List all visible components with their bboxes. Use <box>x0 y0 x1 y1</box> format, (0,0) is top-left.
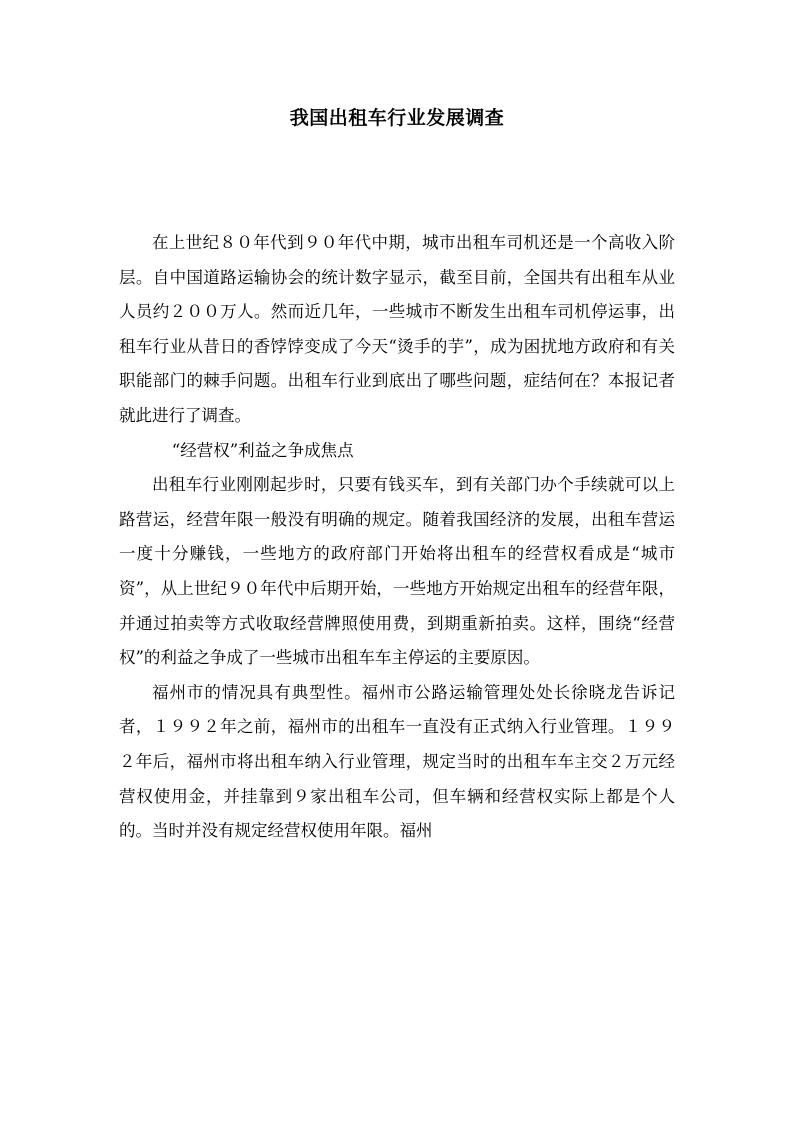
document-body <box>119 226 675 849</box>
paragraph-intro: 在上世纪８０年代到９０年代中期，城市出租车司机还是一个高收入阶层。自中国道路运输协会的统计数字显示，截至目前，全国共有出租车从业人员约２００万人。然而近几年，一些城市不断发生出租车司机停运事，出租车行业从昔日的香饽饽变成了今天“烫手的芋”，成为困扰地方政府和有关职能部门的棘手问题。出租车行业到底出了哪些问题，症结何在？本报记者就此进行了调查。 <box>119 233 675 425</box>
document-title: 我国出租车行业发展调查 <box>289 107 505 129</box>
paragraph-fuzhou-case: 福州市的情况具有典型性。福州市公路运输管理处处长徐晓龙告诉记者，１９９２年之前，福州市的出租车一直没有正式纳入行业管理。１９９２年后，福州市将出租车纳入行业管理，规定当时的出租车车主交２万元经营权使用金，并挂靠到９家出租车公司，但车辆和经营权实际上都是个人的。当时并没有规定经营权使用年限。福州 <box>119 682 675 841</box>
paragraph-operating-rights: 出租车行业刚刚起步时，只要有钱买车，到有关部门办个手续就可以上路营运，经营年限一般没有明确的规定。随着我国经济的发展，出租车营运一度十分赚钱，一些地方的政府部门开始将出租车的经营权看成是“城市资”，从上世纪９０年代中后期开始，一些地方开始规定出租车的经营年限，并通过拍卖等方式收取经营牌照使用费，到期重新拍卖。这样，围绕“经营权”的利益之争成了一些城市出租车车主停运的主要原因。 <box>119 475 675 668</box>
section-subheading: “经营权”利益之争成焦点 <box>171 440 354 460</box>
